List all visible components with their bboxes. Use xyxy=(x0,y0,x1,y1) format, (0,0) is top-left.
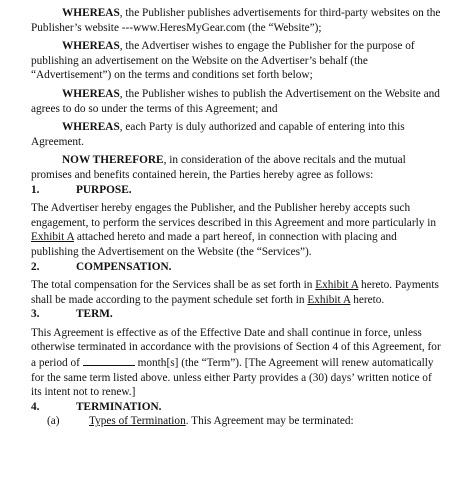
recital-lead: WHEREAS xyxy=(62,87,120,100)
subsection-text: . This Agreement may be terminated: xyxy=(185,415,354,428)
recital-text: , the Publisher wishes to publish the Advertisement on the Website and agrees to do so under the terms of this Agreement; and xyxy=(31,87,440,115)
subsection-number: (a) xyxy=(47,415,60,428)
section-number: 4. xyxy=(31,400,40,413)
term-months-blank[interactable] xyxy=(83,355,135,366)
section-body-compensation xyxy=(31,278,444,307)
section-title: TERMINATION. xyxy=(76,400,162,413)
section-title: PURPOSE. xyxy=(76,183,132,196)
exhibit-a-link[interactable]: Exhibit A xyxy=(315,279,359,292)
section-heading-compensation xyxy=(31,260,444,275)
section-heading-termination xyxy=(31,400,444,415)
now-therefore-lead: NOW THEREFORE xyxy=(62,154,164,167)
exhibit-a-link[interactable]: Exhibit A xyxy=(31,231,74,244)
recital-3 xyxy=(31,87,444,116)
recital-lead: WHEREAS xyxy=(62,121,120,134)
now-therefore-clause xyxy=(31,153,444,182)
section-text: attached hereto and made a part hereof, in connection with placing and publishing the Advertisement on the Website (the “Services”). xyxy=(31,231,397,258)
section-text: month[s] (the “Term”). [The Agreement will renew automatically for the same term listed above. unless either Party provides a (30) days’ written notice of its intent not to renew.] xyxy=(31,357,434,399)
section-text: hereto. Payments shall be made according to the payment schedule set forth in xyxy=(31,279,439,306)
recital-text: , the Publisher publishes advertisements for third-party websites on the Publisher’s website ---www.HeresMyGear.com (the “Website”); xyxy=(31,7,441,34)
section-number: 2. xyxy=(31,260,40,273)
section-title: TERM. xyxy=(76,308,113,321)
recital-text: , the Advertiser wishes to engage the Publisher for the purpose of publishing an advertisement on the Website on the Advertiser’s behalf (the “Advertisement”) on the terms and conditions set forth below; xyxy=(31,40,415,82)
section-text: The total compensation for the Services shall be as set forth in xyxy=(31,279,316,292)
section-body-purpose xyxy=(31,201,444,259)
recital-lead: WHEREAS xyxy=(62,7,120,19)
recital-2 xyxy=(31,39,444,83)
recital-4 xyxy=(31,120,444,149)
section-number: 1. xyxy=(31,183,40,196)
recital-text: , each Party is duly authorized and capable of entering into this Agreement. xyxy=(31,121,405,148)
section-heading-purpose xyxy=(31,183,444,198)
exhibit-a-link[interactable]: Exhibit A xyxy=(307,293,351,306)
now-therefore-text: , in consideration of the above recitals and the mutual promises and benefits contained herein, the Parties hereby agree as follows: xyxy=(31,154,406,181)
types-of-termination-link[interactable]: Types of Termination xyxy=(89,415,186,428)
section-text: hereto. xyxy=(350,293,385,306)
recital-lead: WHEREAS xyxy=(62,40,120,53)
section-text: This Agreement is effective as of the Effective Date and shall continue in force, unless otherwise terminated in accordance with the provisions of Section 4 of this Agreement, for a period of xyxy=(31,326,441,370)
section-body-term xyxy=(31,326,444,400)
recital-1 xyxy=(31,6,444,35)
section-title: COMPENSATION. xyxy=(76,260,172,273)
section-number: 3. xyxy=(31,308,40,321)
subsection-termination-a xyxy=(31,414,444,429)
section-text: The Advertiser hereby engages the Publisher, and the Publisher hereby accepts such engagement, to perform the services described in this Agreement and more particularly in xyxy=(31,202,436,229)
section-heading-term xyxy=(31,307,444,322)
